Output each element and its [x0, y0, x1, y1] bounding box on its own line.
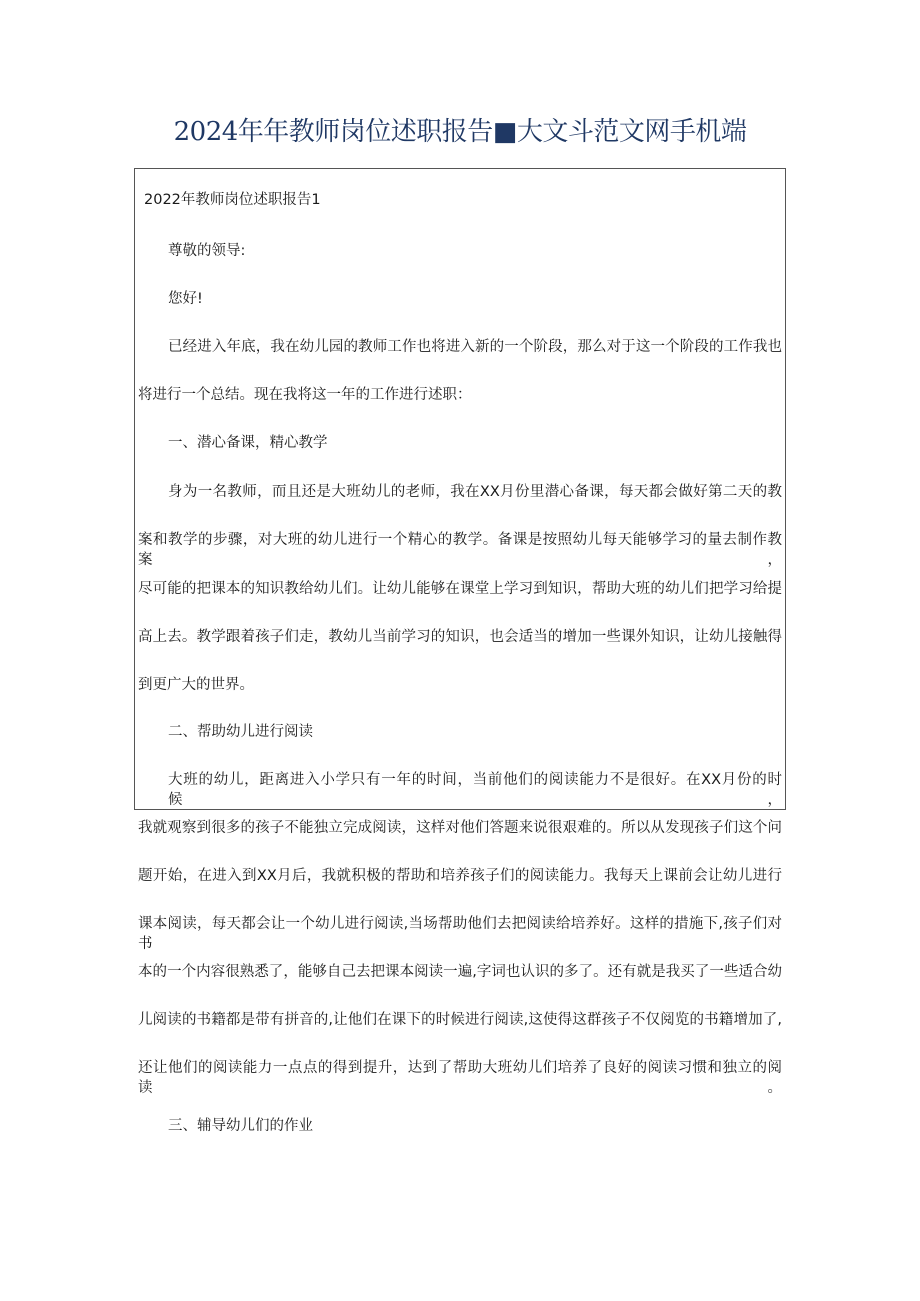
paragraph-line: 题开始，在进入到XX月后，我就积极的帮助和培养孩子们的阅读能力。我每天上课前会让幼儿进行	[138, 868, 782, 884]
paragraph-line: 本的一个内容很熟悉了，能够自己去把课本阅读一遍,字词也认识的多了。还有就是我买了一些适合幼	[138, 964, 782, 980]
paragraph-line: 课本阅读，每天都会让一个幼儿进行阅读,当场帮助他们去把阅读给培养好。这样的措施下,孩子们对书	[138, 916, 782, 952]
section-heading: 三、辅导幼儿们的作业	[168, 1118, 313, 1134]
paragraph-line: 大班的幼儿，距离进入小学只有一年的时间，当前他们的阅读能力不是很好。在XX月份的时候，	[168, 772, 782, 808]
section-heading: 一、潜心备课，精心教学	[168, 435, 328, 451]
intro-line: 将进行一个总结。现在我将这一年的工作进行述职：	[138, 387, 472, 403]
salutation: 尊敬的领导:	[168, 243, 246, 259]
paragraph-line: 我就观察到很多的孩子不能独立完成阅读，这样对他们答题来说很艰难的。所以从发现孩子们这个问	[138, 820, 782, 836]
greeting: 您好!	[168, 291, 203, 307]
paragraph-line: 还让他们的阅读能力一点点的得到提升，达到了帮助大班幼儿们培养了良好的阅读习惯和独立的阅读。	[138, 1060, 782, 1096]
paragraph-line: 案和教学的步骤，对大班的幼儿进行一个精心的教学。备课是按照幼儿每天能够学习的量去制作教案，	[138, 532, 782, 568]
document-title: 2024年年教师岗位述职报告■大文斗范文网手机端	[173, 117, 747, 147]
section-heading: 二、帮助幼儿进行阅读	[168, 724, 313, 740]
paragraph-line: 到更广大的世界。	[138, 677, 254, 693]
paragraph-line: 儿阅读的书籍都是带有拼音的,让他们在课下的时候进行阅读,这使得这群孩子不仅阅览的书籍增加了,	[138, 1012, 782, 1028]
paragraph-line: 尽可能的把课本的知识教给幼儿们。让幼儿能够在课堂上学习到知识，帮助大班的幼儿们把学习给提	[138, 581, 782, 597]
intro-line: 已经进入年底，我在幼儿园的教师工作也将进入新的一个阶段，那么对于这一个阶段的工作我也	[168, 339, 782, 355]
paragraph-line: 身为一名教师，而且还是大班幼儿的老师，我在XX月份里潜心备课，每天都会做好第二天的教	[168, 484, 782, 500]
report-heading: 2022年教师岗位述职报告1	[144, 192, 321, 208]
paragraph-line: 高上去。教学跟着孩子们走，教幼儿当前学习的知识，也会适当的增加一些课外知识，让幼儿接触得	[138, 629, 782, 645]
